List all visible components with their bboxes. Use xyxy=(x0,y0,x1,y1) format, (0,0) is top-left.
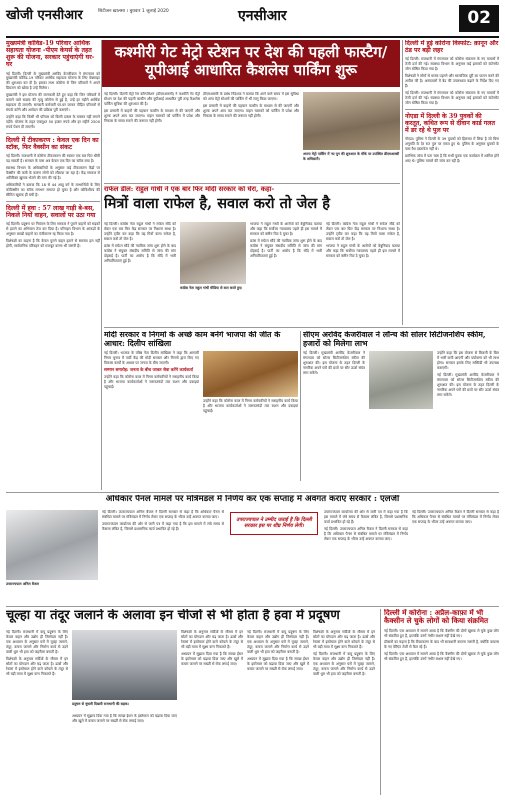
lead-body-col1 xyxy=(104,92,200,180)
paragraph: नई दिल्ली। मुख्यमंत्री अरविंद केजरीवाल ने मंगलवार को सोलर सिटीजनशिप स्कीम की शुरुआत की। इस योजना के तहत दिल्ली के नागरिक अपने घरों की छतों पर सौर ऊर्जा संयंत्र लगा सकेंगे। xyxy=(303,351,365,376)
rafale-headline: मित्रों वाला राफेल है, सवाल करो तो जेल है xyxy=(104,194,331,212)
paragraph: डीएमआरसी के प्रबंध निदेशक ने बताया कि आने वाले समय में इस सुविधा को अन्य मेट्रो स्टेशनों की पार्किंग में भी लागू किया जाएगा। xyxy=(203,92,299,101)
paragraph: नई दिल्ली। कांग्रेस नेता राहुल गांधी ने राफेल सौदे को लेकर एक बार फिर केंद्र सरकार पर निशाना साधा है। उन्होंने ट्वीट कर कहा कि यह मित्रों वाला राफेल है, सवाल करो तो जेल है। xyxy=(104,222,176,241)
paragraph: नई दिल्ली। भाजपा के वरिष्ठ नेता दिलीप सांखिला ने कहा कि आगामी निगम चुनाव में पार्टी केंद्र की मोदी सरकार और निगमों द्वारा किए गए विकास कार्यों के आधार पर जनता के बीच जाएगी। xyxy=(104,351,199,366)
air-body-col2 xyxy=(72,714,177,794)
event-photo xyxy=(203,351,298,397)
article-body xyxy=(405,57,499,106)
metro-parking-photo xyxy=(303,92,400,150)
article-headline: मुख्यमंत्री कोविड-19 परिवार आर्थिक सहायता योजना -पीएम केयर्स के तहत शुरू की योजना, सरकार पहुंचाएंगी घर-घर xyxy=(6,40,95,69)
vaccinated-infection-story xyxy=(384,609,499,795)
paragraph: अध्ययन में सुझाव दिया गया है कि स्वच्छ ईंधन के इस्तेमाल को बढ़ावा दिया जाए और खुले में कचरा जलाने पर सख्ती से रोक लगाई जाए। xyxy=(247,656,309,671)
article-body xyxy=(6,72,100,130)
paragraph: अध्ययन में सुझाव दिया गया है कि स्वच्छ ईंधन के इस्तेमाल को बढ़ावा दिया जाए और खुले में कचरा जलाने पर सख्ती से रोक लगाई जाए। xyxy=(72,714,177,723)
article-headline: दिल्ली में हवा : 57 लाख गाड़ी बे-बस, निकले नियों वाहन, सवालों पर उठा गया xyxy=(6,204,96,219)
article-headline: सीएम अरविंद केजरीवाल ने लॉन्च की सोलर सिटीजनशिप स्कीम, हजारों को मिलेगा लाभ xyxy=(303,331,486,348)
paragraph: नई दिल्ली। राजधानी में मंगलवार को कोरोना संक्रमण के नए मामलों में तेजी दर्ज की गई। स्वास्थ्य विभाग के अनुसार कई इलाकों को कंटेनमेंट जोन घोषित किया गया है। xyxy=(405,57,499,72)
paragraph: उपराज्यपाल कार्यालय की ओर से जारी पत्र में कहा गया है कि इस मामले में लंबे समय से फैसला लंबित है, जिससे प्रशासनिक कार्य प्रभावित हो रहे हैं। xyxy=(324,510,408,524)
paragraph: इस प्रणाली में वाहनों की पहचान फास्टैग के माध्यम से की जाएगी और शुल्क अपने आप कट जाएगा। वाहन चालकों को पार्किंग में प्रवेश और निकास के समय रुकने की जरूरत नहीं होगी। xyxy=(203,103,299,118)
article-body xyxy=(6,222,100,249)
article-body xyxy=(203,399,298,414)
lg-photo xyxy=(6,510,98,580)
masthead xyxy=(6,4,499,38)
paragraph: स्वास्थ्य विभाग के अधिकारियों के अनुसार कई टीकाकरण केंद्रों पर वैक्सीन की कमी के कारण लोगों को लौटाया जा रहा है। केंद्र सरकार से अतिरिक्त खुराक भेजने की मांग की गई है। xyxy=(6,166,100,181)
paragraph: नई दिल्ली। दिल्ली मेट्रो रेल कॉरपोरेशन (डीएमआरसी) ने कश्मीरी गेट मेट्रो स्टेशन पर देश की पहली फास्टैग और यूपीआई आधारित पूरी तरह कैशलेस पार्किंग सुविधा की शुरुआत की है। xyxy=(104,92,200,106)
paragraph: उन्होंने कहा कि कोरोना काल में निगम कर्मचारियों ने सराहनीय कार्य किया है और भाजपा कार्यकर्ताओं ने जरूरतमंदों तक राशन और दवाइयां पहुंचाईं। xyxy=(203,399,298,414)
smog-photo xyxy=(72,630,177,700)
photo-caption: प्रदूषण से धुंधली दिखती राजधानी की सड़क। xyxy=(72,702,129,706)
paragraph: प्रारंभिक जांच में पता चला है कि सभी युवक एक कार्यक्रम में शामिल होने आए थे। पुलिस मामले की जांच कर रही है। xyxy=(405,154,499,164)
right-column xyxy=(405,40,499,325)
paragraph: नई दिल्ली। उपराज्यपाल अनिल बैजल ने दिल्ली सरकार से कहा है कि अधिकार पैनल से संबंधित मामले पर मंत्रिमंडल में निर्णय लेकर एक सप्ताह के भीतर उन्हें अवगत कराया जाए। xyxy=(324,526,408,541)
brand-title: खोजी एनसीआर xyxy=(6,8,83,23)
article-headline: दिल्ली में कोरोना : अप्रैल-काफ़ा में भी कैक्सीन ले चुके लोगों को किया संक्रमित xyxy=(384,609,489,626)
article-body xyxy=(384,629,499,663)
lg-body-col2 xyxy=(324,510,408,595)
lead-headline-banner xyxy=(102,40,400,87)
paragraph: उन्होंने कहा कि इस योजना से बिजली के बिल में भारी कमी आएगी और पर्यावरण को भी लाभ होगा। सरकार इसके लिए सब्सिडी भी उपलब्ध कराएगी। xyxy=(437,351,499,371)
paragraph: भाजपा ने राहुल गांधी के आरोपों को बेबुनियाद बताया और कहा कि सर्वोच्च न्यायालय पहले ही इस मामले में सरकार को क्लीन चिट दे चुका है। xyxy=(326,243,400,258)
article-headline: अधिकार पैनल मामले पर मंत्रिमंडल में निर्णय कर एक सप्ताह में अवगत कराए सरकार : एलजी xyxy=(105,495,400,504)
article-body xyxy=(104,351,199,416)
air-body-col5 xyxy=(313,630,375,794)
paragraph: नई दिल्ली। एक अध्ययन में सामने आया है कि वैक्सीन की दोनों खुराक ले चुके कुछ लोग भी संक्रमित हुए हैं, हालांकि उनमें गंभीर लक्षण नहीं देखे गए। xyxy=(384,628,499,638)
kejriwal-photo xyxy=(369,351,433,409)
rafale-body-col1 xyxy=(104,222,176,322)
pull-quote: उपराज्यपाल ने उम्मीद जताई है कि दिल्ली सरकार इस पर शीघ्र निर्णय लेगी। xyxy=(230,512,318,535)
paragraph: विशेषज्ञों के अनुसार सर्दियों के मौसम में इन स्रोतों का योगदान और बढ़ जाता है। ढाबों और रेस्तरां में इस्तेमाल होने वाले कोयले के तंदूर से भी बड़ी मात्रा में सूक्ष्म कण निकलते हैं। xyxy=(6,656,68,676)
paragraph: विशेषज्ञों के अनुसार सर्दियों के मौसम में इन स्रोतों का योगदान और बढ़ जाता है। ढाबों और रेस्तरां में इस्तेमाल होने वाले कोयले के तंदूर से भी बड़ी मात्रा में सूक्ष्म कण निकलते हैं। xyxy=(181,630,243,649)
paragraph: नई दिल्ली। राजधानी में वायु प्रदूषण के लिए केवल वाहन और उद्योग ही जिम्मेदार नहीं हैं। एक अध्ययन के अनुसार घरों में चूल्हा जलाने, तंदूर, कचरा जलाने और निर्माण कार्य से उड़ने वाली धूल भी हवा को जहरीला बनाती है। xyxy=(6,630,68,654)
paragraph: इस प्रणाली में वाहनों की पहचान फास्टैग के माध्यम से की जाएगी और शुल्क अपने आप कट जाएगा। वाहन चालकों को पार्किंग में प्रवेश और निकास के समय रुकने की जरूरत नहीं होगी। xyxy=(104,108,200,123)
paragraph: नई दिल्ली। राजधानी में मंगलवार को कोरोना संक्रमण के नए मामलों में तेजी दर्ज की गई। स्वास्थ्य विभाग के अनुसार कई इलाकों को कंटेनमेंट जोन घोषित किया गया है। xyxy=(405,90,499,105)
article-headline: दिल्ली में हुई कोरोना विस्फोट: क़ानून और ठंड पर बड़ी लहर xyxy=(405,40,499,55)
paragraph: फ्रांस में राफेल सौदे की न्यायिक जांच शुरू होने के बाद कांग्रेस ने संयुक्त संसदीय समिति से जांच की मांग दोहराई है। पार्टी का आरोप है कि सौदे में भारी अनियमितताएं हुई हैं। xyxy=(104,243,176,263)
photo-caption: अपना मेट्रो पार्किंग में नए युग की शुरुआत के मौके पर उपस्थित डीएमआरसी के अधिकारी। xyxy=(303,152,400,161)
paragraph: अध्ययन में सुझाव दिया गया है कि स्वच्छ ईंधन के इस्तेमाल को बढ़ावा दिया जाए और खुले में कचरा जलाने पर सख्ती से रोक लगाई जाए। xyxy=(181,651,243,666)
page-number: 02 xyxy=(459,5,499,32)
photo-caption: कांग्रेस नेता राहुल गांधी मीडिया से बात करते हुए। xyxy=(180,286,243,290)
sankhila-story xyxy=(104,331,298,481)
air-body-col1 xyxy=(6,630,68,794)
article-body xyxy=(405,137,499,164)
lg-body-col1 xyxy=(102,510,224,595)
paragraph: मुख्यमंत्री ने इस योजना की जानकारी देते हुए कहा कि जिन परिवारों में कमाने वाले सदस्य की मृत्यु कोरोना से हुई है, उन्हें हर महीने आर्थिक सहायता दी जाएगी। सरकारी कर्मचारी घर-घर जाकर पीड़ित परिवारों से संपर्क करेंगे और आवेदन की प्रक्रिया पूरी कराएंगे। xyxy=(6,93,100,113)
paragraph: नई दिल्ली। मुख्यमंत्री अरविंद केजरीवाल ने मंगलवार को सोलर सिटीजनशिप स्कीम की शुरुआत की। इस योजना के तहत दिल्ली के नागरिक अपने घरों की छतों पर सौर ऊर्जा संयंत्र लगा सकेंगे। xyxy=(437,373,499,398)
article-headline: नोएडा में दिल्ली के 39 युवकों की करतूत, कथित रूप से दीवान कार्ड गलत में डर रहे थे पुल पर xyxy=(405,112,495,135)
paragraph: उन्होंने कहा कि किसी भी परिवार को किसी दफ्तर के चक्कर नहीं लगाने पड़ेंगे। योजना के तहत एकमुश्त 50 हजार रुपये और हर महीने 2500 रुपये पेंशन दी जाएगी। xyxy=(6,115,100,130)
rafale-body-col3 xyxy=(326,222,400,322)
article-headline: दिल्ली में टीकाकरण : केवल एक दिन का स्टॉक, फिर वैक्सीन का संकट xyxy=(6,136,99,152)
paragraph: नई दिल्ली। राजधानी में वायु प्रदूषण के लिए केवल वाहन और उद्योग ही जिम्मेदार नहीं हैं। एक अध्ययन के अनुसार घरों में चूल्हा जलाने, तंदूर, कचरा जलाने और निर्माण कार्य से उड़ने वाली धूल भी हवा को जहरीला बनाती है। xyxy=(247,630,309,654)
paragraph: नई दिल्ली। दिल्ली के मुख्यमंत्री अरविंद केजरीवाल ने मंगलवार को मुख्यमंत्री कोविड-19 परिवार आर्थिक सहायता योजना के लिए वेबसाइट की शुरुआत कर दी है। इसका लाभ कोरोना से जिन परिवारों ने अपने प्रियजन को खोया है उन्हें मिलेगा। xyxy=(6,71,100,91)
solar-scheme-story xyxy=(303,331,499,481)
article-subhead: सम्मान समारोह: जनता के बीच जाकर सेवा करेंगे कार्यकर्ता xyxy=(104,367,193,373)
paragraph: विशेषज्ञों का कहना है कि केवल पुराने वाहन हटाने से समस्या हल नहीं होगी, सार्वजनिक परिवहन को मजबूत करना भी जरूरी है। xyxy=(6,238,100,248)
paragraph: विशेषज्ञों ने लोगों से मास्क पहनने और सामाजिक दूरी का पालन करने की अपील की है। अस्पतालों में बेड की उपलब्धता बढ़ाने के निर्देश दिए गए हैं। xyxy=(405,74,499,89)
article-body xyxy=(6,154,100,198)
lg-body-col3 xyxy=(412,510,499,595)
rahul-gandhi-photo xyxy=(180,222,246,284)
issue-date: सिटीजन ख़ालसा । बुधवार 1 जुलाई 2020 xyxy=(98,9,169,14)
photo-caption: उपराज्यपाल अनिल बैजल xyxy=(6,582,39,586)
paragraph: डॉक्टरों का कहना है कि टीकाकरण के बाद भी सावधानी बरतना जरूरी है, क्योंकि वायरस के नए वेरिएंट तेजी से फैल रहे हैं। xyxy=(384,640,499,650)
article-headline: मोदी सरकार व निगमों के अच्छे काम बनेंगे भाजपा की जीत के आधार: दिलीप सांखिला xyxy=(104,331,281,348)
paragraph: अधिकारियों ने बताया कि 18 से 44 आयु वर्ग के लाभार्थियों के लिए कोवैक्सीन का स्टॉक लगभग समाप्त हो चुका है और कोविशील्ड की सीमित खुराक ही बची है। xyxy=(6,183,100,197)
paragraph: उन्होंने कहा कि कोरोना काल में निगम कर्मचारियों ने सराहनीय कार्य किया है और भाजपा कार्यकर्ताओं ने जरूरतमंदों तक राशन और दवाइयां पहुंचाईं। xyxy=(104,375,199,390)
paragraph: नई दिल्ली। प्रदूषण पर नियंत्रण के लिए सरकार ने पुराने वाहनों को सड़कों से हटाने का अभियान तेज कर दिया है। परिवहन विभाग के आंकड़ों के अनुसार लाखों वाहनों का पंजीकरण रद्द किया गया है। xyxy=(6,222,100,237)
paragraph: नई दिल्ली। एक अध्ययन में सामने आया है कि वैक्सीन की दोनों खुराक ले चुके कुछ लोग भी संक्रमित हुए हैं, हालांकि उनमें गंभीर लक्षण नहीं देखे गए। xyxy=(384,652,499,662)
article-body xyxy=(303,351,365,409)
lead-headline: कश्मीरी गेट मेट्रो स्टेशन पर देश की पहली फास्टैग/यूपीआई आधारित कैशलेस पार्किंग शुरू xyxy=(114,43,388,79)
rafale-body-col2 xyxy=(250,222,322,322)
air-body-col3 xyxy=(181,630,243,794)
paragraph: विशेषज्ञों के अनुसार सर्दियों के मौसम में इन स्रोतों का योगदान और बढ़ जाता है। ढाबों और रेस्तरां में इस्तेमाल होने वाले कोयले के तंदूर से भी बड़ी मात्रा में सूक्ष्म कण निकलते हैं। xyxy=(313,630,375,649)
left-column xyxy=(6,40,100,470)
paragraph: भाजपा ने राहुल गांधी के आरोपों को बेबुनियाद बताया और कहा कि सर्वोच्च न्यायालय पहले ही इस मामले में सरकार को क्लीन चिट दे चुका है। xyxy=(250,222,322,236)
article-body xyxy=(437,351,499,409)
paragraph: नई दिल्ली। उपराज्यपाल अनिल बैजल ने दिल्ली सरकार से कहा है कि अधिकार पैनल से संबंधित मामले पर मंत्रिमंडल में निर्णय लेकर एक सप्ताह के भीतर उन्हें अवगत कराया जाए। xyxy=(412,510,499,524)
lead-body-col2 xyxy=(203,92,299,180)
article-headline: चूल्हा या तंदूर जलाने के अलावा इन चीजों से भी होता है हवा में प्रदूषण xyxy=(6,609,340,623)
paragraph: नई दिल्ली। कांग्रेस नेता राहुल गांधी ने राफेल सौदे को लेकर एक बार फिर केंद्र सरकार पर निशाना साधा है। उन्होंने ट्वीट कर कहा कि यह मित्रों वाला राफेल है, सवाल करो तो जेल है। xyxy=(326,222,400,241)
section-title: एनसीआर xyxy=(238,8,287,24)
paragraph: उपराज्यपाल कार्यालय की ओर से जारी पत्र में कहा गया है कि इस मामले में लंबे समय से फैसला लंबित है, जिससे प्रशासनिक कार्य प्रभावित हो रहे हैं। xyxy=(102,521,224,531)
rafale-kicker: राफेल डील: राहुल गांधी ने एक बार फिर मोदी सरकार को घेरा, कहा- xyxy=(104,186,275,193)
paragraph: नई दिल्ली। उपराज्यपाल अनिल बैजल ने दिल्ली सरकार से कहा है कि अधिकार पैनल से संबंधित मामले पर मंत्रिमंडल में निर्णय लेकर एक सप्ताह के भीतर उन्हें अवगत कराया जाए। xyxy=(102,510,224,519)
paragraph: नई दिल्ली। राजधानी में कोरोना टीकाकरण की रफ्तार एक बार फिर धीमी पड़ सकती है। सरकार के पास अब केवल एक दिन का स्टॉक बचा है। xyxy=(6,154,100,164)
air-body-col4 xyxy=(247,630,309,794)
paragraph: फ्रांस में राफेल सौदे की न्यायिक जांच शुरू होने के बाद कांग्रेस ने संयुक्त संसदीय समिति से जांच की मांग दोहराई है। पार्टी का आरोप है कि सौदे में भारी अनियमितताएं हुई हैं। xyxy=(250,238,322,258)
paragraph: नोएडा। पुलिस ने दिल्ली के 39 युवकों को हिरासत में लिया है जो बिना अनुमति के देर रात पुल पर एकत्र हुए थे। पुलिस के अनुसार युवकों के पास वैध दस्तावेज नहीं थे। xyxy=(405,137,499,152)
paragraph: नई दिल्ली। राजधानी में वायु प्रदूषण के लिए केवल वाहन और उद्योग ही जिम्मेदार नहीं हैं। एक अध्ययन के अनुसार घरों में चूल्हा जलाने, तंदूर, कचरा जलाने और निर्माण कार्य से उड़ने वाली धूल भी हवा को जहरीला बनाती है। xyxy=(313,651,375,676)
